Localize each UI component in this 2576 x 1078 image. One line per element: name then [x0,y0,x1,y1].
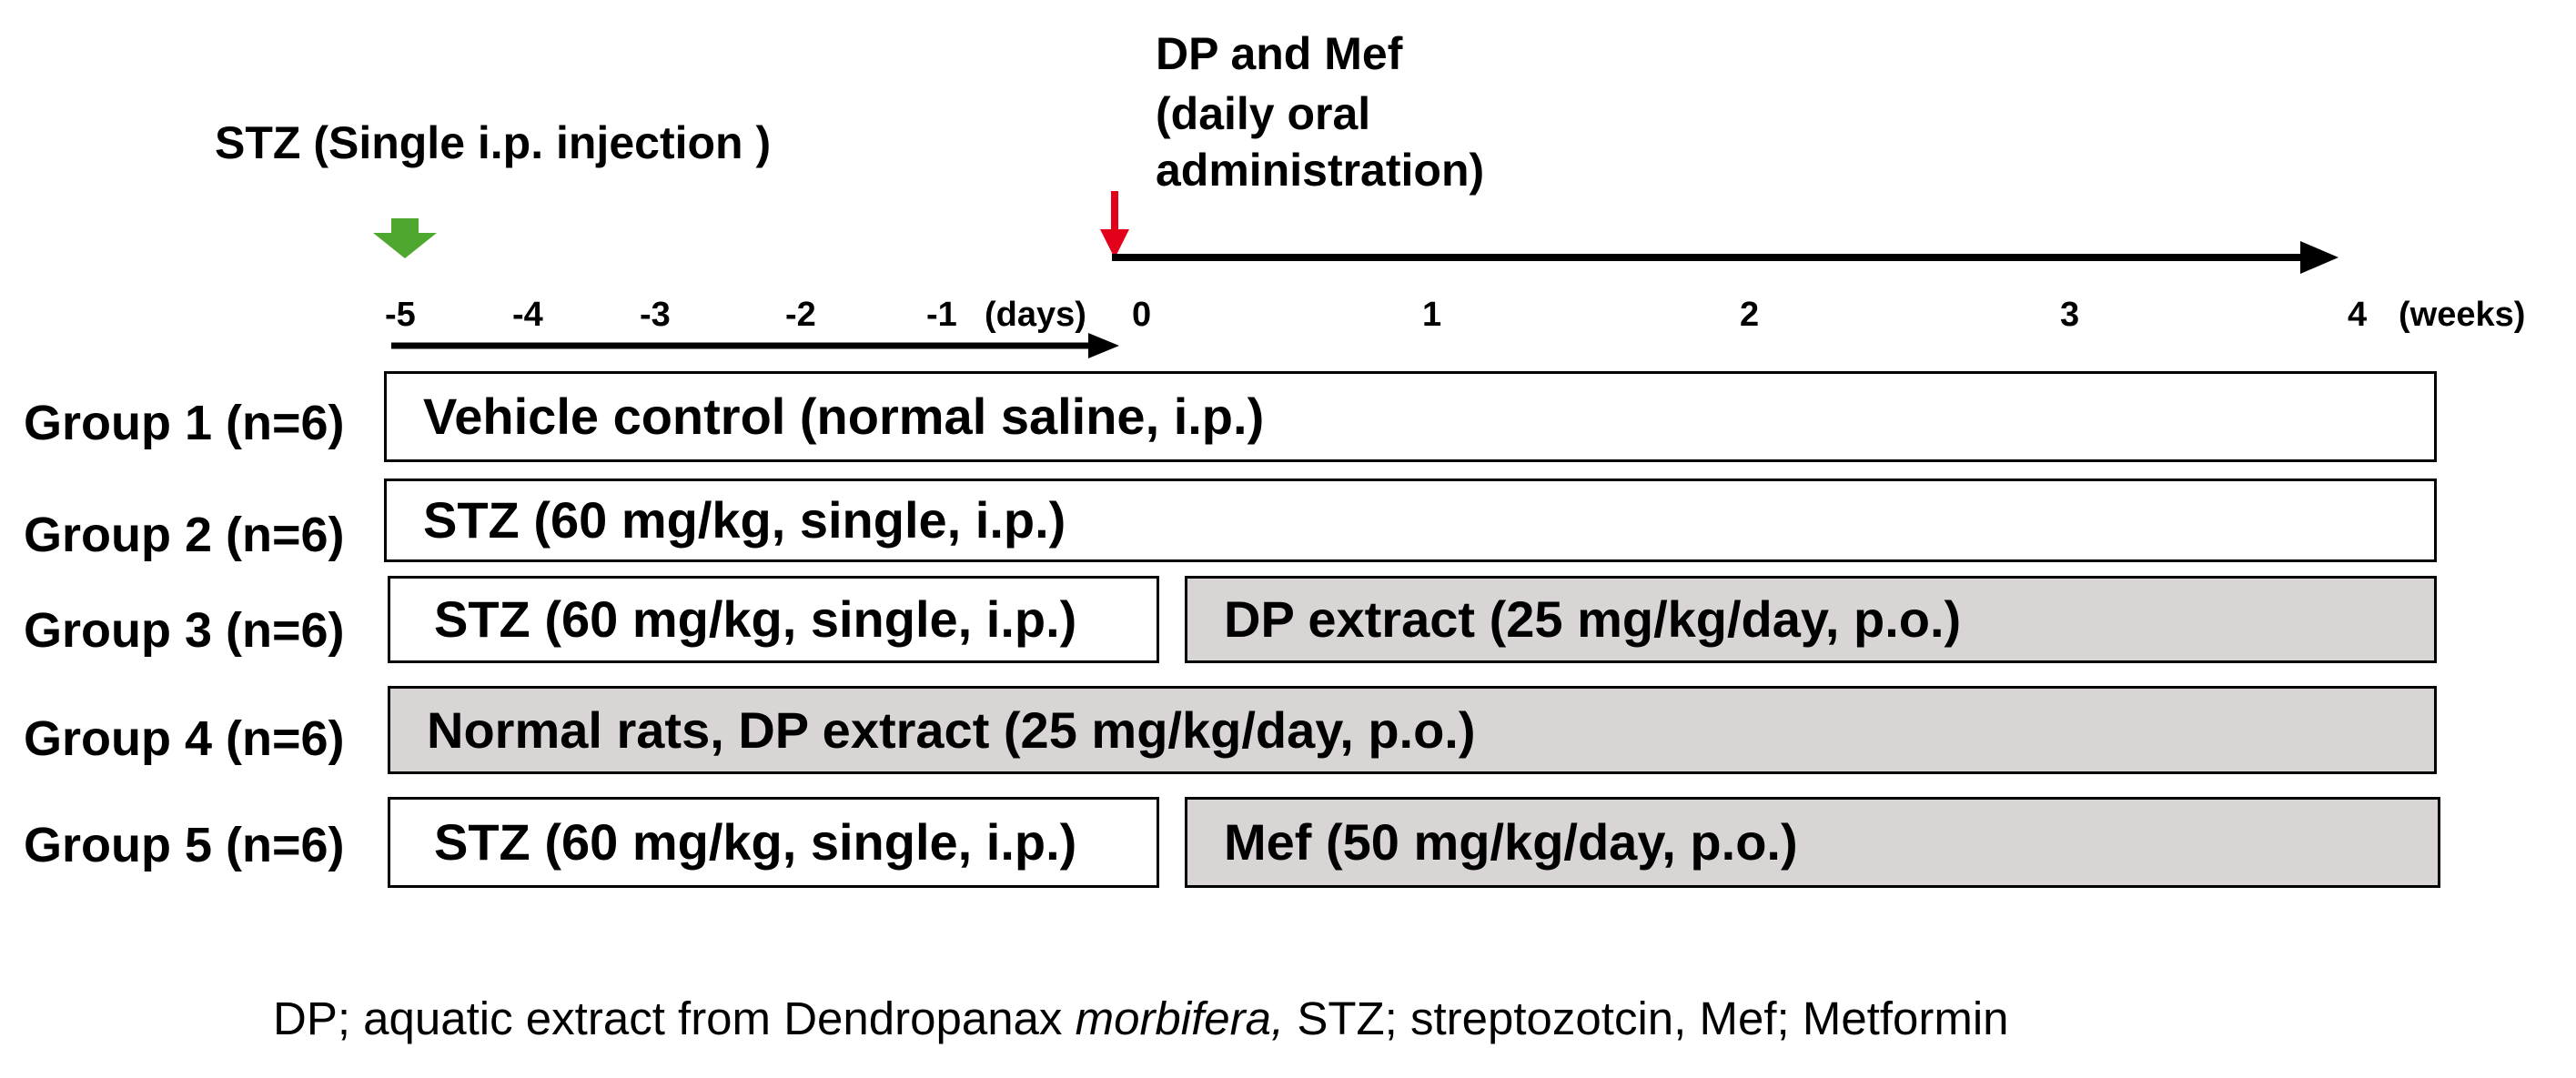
week-tick: 0 [1132,296,1152,334]
group-3-stz-text: STZ (60 mg/kg, single, i.p.) [434,590,1077,648]
week-tick: 4 [2348,296,2368,334]
group-2-stz-text: STZ (60 mg/kg, single, i.p.) [423,491,1066,549]
day-tick: -2 [785,296,816,334]
group-1-vehicle-text: Vehicle control (normal saline, i.p.) [423,388,1265,445]
group-label-4: Group 4 (n=6) [24,711,345,766]
group-2-stz-box [384,479,2437,562]
treatment-label-line3: administration) [1156,145,1485,196]
day-tick: -1 [926,296,957,334]
days-unit-label: (days) [985,296,1086,334]
footnote-part1: DP; aquatic extract from Dendropanax [273,992,1076,1044]
group-label-5: Group 5 (n=6) [24,818,345,872]
group-3-stz-box [388,576,1159,663]
group-3-dp-box [1185,576,2437,663]
days-timeline-arrowhead-icon [1088,333,1119,358]
group-4-dp-box [388,686,2437,774]
group-1-vehicle-box [384,371,2437,462]
weeks-timeline-arrowhead-icon [2300,241,2339,274]
footnote-species-italic: morbifera, [1075,992,1285,1044]
footnote [273,992,2009,1044]
group-4-dp-text: Normal rats, DP extract (25 mg/kg/day, p.o.) [427,700,1476,759]
week-tick: 2 [1740,296,1760,334]
footnote-part3: STZ; streptozotcin, Mef; Metformin [1284,992,2009,1044]
treatment-label-line1: DP and Mef [1156,28,1403,79]
stz-arrow-icon [373,218,437,258]
group-label-3: Group 3 (n=6) [24,603,345,658]
weeks-unit-label: (weeks) [2399,296,2526,334]
group-3-dp-text: DP extract (25 mg/kg/day, p.o.) [1224,590,1962,648]
group-5-mef-box [1185,797,2440,888]
treatment-label-line2: (daily oral [1156,88,1371,139]
group-5-mef-text: Mef (50 mg/kg/day, p.o.) [1224,813,1798,871]
day-tick: -4 [512,296,543,334]
group-label-1: Group 1 (n=6) [24,396,345,450]
group-label-2: Group 2 (n=6) [24,508,345,562]
week-tick: 3 [2060,296,2080,334]
day-tick: -5 [385,296,416,334]
week-tick: 1 [1422,296,1442,334]
stz-injection-label: STZ (Single i.p. injection ) [215,117,772,168]
group-5-stz-text: STZ (60 mg/kg, single, i.p.) [434,813,1077,871]
day-tick: -3 [640,296,671,334]
group-5-stz-box [388,797,1159,888]
